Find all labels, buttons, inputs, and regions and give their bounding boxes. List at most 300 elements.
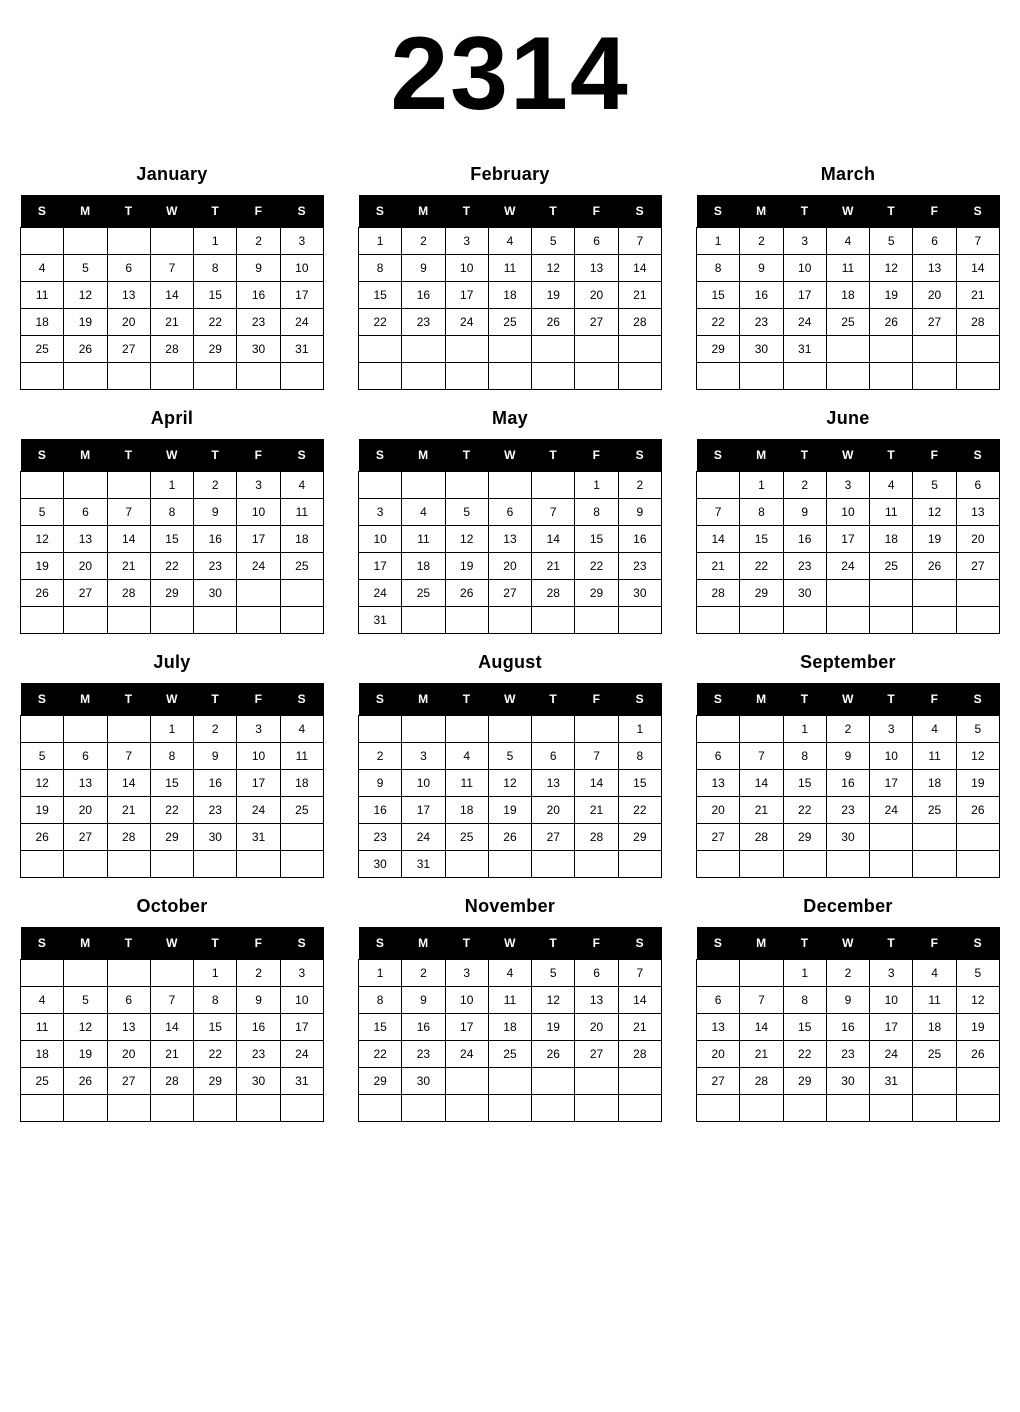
day-cell[interactable]: 10 — [237, 743, 280, 770]
day-cell[interactable]: 15 — [740, 526, 783, 553]
day-cell[interactable]: 24 — [445, 1041, 488, 1068]
day-cell[interactable]: 20 — [64, 797, 107, 824]
day-cell[interactable]: 7 — [107, 743, 150, 770]
day-cell[interactable]: 18 — [280, 770, 323, 797]
day-cell[interactable]: 25 — [913, 1041, 956, 1068]
day-cell[interactable]: 23 — [402, 309, 445, 336]
day-cell[interactable]: 13 — [64, 526, 107, 553]
day-cell[interactable]: 15 — [783, 770, 826, 797]
day-cell[interactable] — [870, 580, 913, 607]
day-cell[interactable]: 13 — [913, 255, 956, 282]
day-cell[interactable]: 21 — [150, 309, 193, 336]
day-cell[interactable]: 25 — [488, 1041, 531, 1068]
day-cell[interactable] — [575, 1095, 618, 1122]
day-cell[interactable] — [21, 1095, 64, 1122]
day-cell[interactable]: 30 — [194, 580, 237, 607]
day-cell[interactable]: 18 — [870, 526, 913, 553]
day-cell[interactable]: 26 — [956, 797, 999, 824]
day-cell[interactable]: 26 — [64, 336, 107, 363]
day-cell[interactable] — [532, 607, 575, 634]
day-cell[interactable] — [445, 363, 488, 390]
day-cell[interactable]: 14 — [956, 255, 999, 282]
day-cell[interactable]: 15 — [359, 1014, 402, 1041]
day-cell[interactable]: 17 — [237, 526, 280, 553]
day-cell[interactable]: 5 — [64, 255, 107, 282]
day-cell[interactable]: 16 — [826, 1014, 869, 1041]
day-cell[interactable]: 6 — [64, 743, 107, 770]
day-cell[interactable]: 27 — [913, 309, 956, 336]
day-cell[interactable]: 20 — [575, 1014, 618, 1041]
day-cell[interactable] — [64, 363, 107, 390]
day-cell[interactable]: 26 — [488, 824, 531, 851]
day-cell[interactable]: 28 — [107, 580, 150, 607]
day-cell[interactable]: 22 — [740, 553, 783, 580]
day-cell[interactable]: 5 — [488, 743, 531, 770]
day-cell[interactable]: 9 — [826, 987, 869, 1014]
day-cell[interactable] — [150, 960, 193, 987]
day-cell[interactable]: 1 — [697, 228, 740, 255]
day-cell[interactable]: 2 — [402, 228, 445, 255]
day-cell[interactable]: 30 — [783, 580, 826, 607]
day-cell[interactable]: 7 — [618, 960, 661, 987]
day-cell[interactable] — [532, 1068, 575, 1095]
day-cell[interactable] — [783, 363, 826, 390]
day-cell[interactable]: 6 — [575, 228, 618, 255]
day-cell[interactable] — [826, 1095, 869, 1122]
day-cell[interactable]: 19 — [21, 797, 64, 824]
day-cell[interactable]: 2 — [402, 960, 445, 987]
day-cell[interactable]: 21 — [618, 282, 661, 309]
day-cell[interactable]: 7 — [740, 987, 783, 1014]
day-cell[interactable]: 4 — [402, 499, 445, 526]
day-cell[interactable]: 14 — [532, 526, 575, 553]
day-cell[interactable]: 29 — [194, 336, 237, 363]
day-cell[interactable]: 17 — [280, 1014, 323, 1041]
day-cell[interactable]: 3 — [870, 716, 913, 743]
day-cell[interactable]: 6 — [64, 499, 107, 526]
day-cell[interactable] — [740, 363, 783, 390]
day-cell[interactable] — [194, 1095, 237, 1122]
day-cell[interactable] — [826, 580, 869, 607]
day-cell[interactable]: 28 — [618, 1041, 661, 1068]
day-cell[interactable]: 5 — [21, 499, 64, 526]
day-cell[interactable]: 9 — [237, 255, 280, 282]
day-cell[interactable] — [402, 363, 445, 390]
day-cell[interactable]: 30 — [359, 851, 402, 878]
day-cell[interactable] — [280, 607, 323, 634]
day-cell[interactable]: 13 — [488, 526, 531, 553]
day-cell[interactable] — [280, 851, 323, 878]
day-cell[interactable]: 4 — [913, 960, 956, 987]
day-cell[interactable]: 25 — [826, 309, 869, 336]
day-cell[interactable] — [575, 363, 618, 390]
day-cell[interactable]: 25 — [913, 797, 956, 824]
day-cell[interactable]: 6 — [107, 987, 150, 1014]
day-cell[interactable]: 11 — [488, 987, 531, 1014]
day-cell[interactable]: 23 — [359, 824, 402, 851]
day-cell[interactable]: 18 — [826, 282, 869, 309]
day-cell[interactable]: 30 — [194, 824, 237, 851]
day-cell[interactable]: 9 — [194, 499, 237, 526]
day-cell[interactable]: 15 — [618, 770, 661, 797]
day-cell[interactable]: 25 — [280, 797, 323, 824]
day-cell[interactable] — [359, 336, 402, 363]
day-cell[interactable] — [64, 607, 107, 634]
day-cell[interactable] — [575, 716, 618, 743]
day-cell[interactable]: 8 — [783, 743, 826, 770]
day-cell[interactable]: 12 — [870, 255, 913, 282]
day-cell[interactable]: 14 — [618, 255, 661, 282]
day-cell[interactable] — [402, 472, 445, 499]
day-cell[interactable]: 2 — [783, 472, 826, 499]
day-cell[interactable] — [826, 336, 869, 363]
day-cell[interactable]: 22 — [359, 309, 402, 336]
day-cell[interactable]: 30 — [618, 580, 661, 607]
day-cell[interactable]: 9 — [826, 743, 869, 770]
day-cell[interactable] — [532, 472, 575, 499]
day-cell[interactable] — [618, 851, 661, 878]
day-cell[interactable]: 17 — [445, 282, 488, 309]
day-cell[interactable]: 23 — [194, 553, 237, 580]
day-cell[interactable] — [488, 1068, 531, 1095]
day-cell[interactable] — [488, 363, 531, 390]
day-cell[interactable]: 12 — [532, 255, 575, 282]
day-cell[interactable] — [445, 472, 488, 499]
day-cell[interactable]: 30 — [826, 824, 869, 851]
day-cell[interactable] — [445, 336, 488, 363]
day-cell[interactable]: 11 — [913, 743, 956, 770]
day-cell[interactable]: 24 — [237, 797, 280, 824]
day-cell[interactable]: 12 — [21, 526, 64, 553]
day-cell[interactable] — [64, 472, 107, 499]
day-cell[interactable]: 20 — [697, 1041, 740, 1068]
day-cell[interactable]: 26 — [532, 1041, 575, 1068]
day-cell[interactable]: 10 — [280, 987, 323, 1014]
day-cell[interactable]: 1 — [194, 228, 237, 255]
day-cell[interactable] — [107, 472, 150, 499]
day-cell[interactable] — [21, 607, 64, 634]
day-cell[interactable]: 6 — [697, 987, 740, 1014]
day-cell[interactable]: 14 — [740, 1014, 783, 1041]
day-cell[interactable]: 23 — [237, 309, 280, 336]
day-cell[interactable] — [150, 607, 193, 634]
day-cell[interactable]: 21 — [150, 1041, 193, 1068]
day-cell[interactable]: 7 — [697, 499, 740, 526]
day-cell[interactable]: 19 — [488, 797, 531, 824]
day-cell[interactable]: 7 — [956, 228, 999, 255]
day-cell[interactable] — [21, 716, 64, 743]
day-cell[interactable]: 3 — [280, 960, 323, 987]
day-cell[interactable] — [532, 336, 575, 363]
day-cell[interactable]: 1 — [783, 960, 826, 987]
day-cell[interactable] — [107, 851, 150, 878]
day-cell[interactable] — [913, 363, 956, 390]
day-cell[interactable] — [402, 336, 445, 363]
day-cell[interactable]: 8 — [618, 743, 661, 770]
day-cell[interactable]: 28 — [575, 824, 618, 851]
day-cell[interactable]: 11 — [280, 499, 323, 526]
day-cell[interactable]: 4 — [21, 255, 64, 282]
day-cell[interactable] — [956, 607, 999, 634]
day-cell[interactable]: 1 — [618, 716, 661, 743]
day-cell[interactable]: 18 — [402, 553, 445, 580]
day-cell[interactable]: 18 — [913, 1014, 956, 1041]
day-cell[interactable]: 5 — [445, 499, 488, 526]
day-cell[interactable]: 25 — [21, 336, 64, 363]
day-cell[interactable] — [697, 607, 740, 634]
day-cell[interactable]: 2 — [237, 228, 280, 255]
day-cell[interactable]: 17 — [870, 770, 913, 797]
day-cell[interactable]: 29 — [697, 336, 740, 363]
day-cell[interactable]: 20 — [107, 309, 150, 336]
day-cell[interactable]: 23 — [194, 797, 237, 824]
day-cell[interactable]: 28 — [697, 580, 740, 607]
day-cell[interactable]: 31 — [870, 1068, 913, 1095]
day-cell[interactable]: 18 — [445, 797, 488, 824]
day-cell[interactable]: 20 — [64, 553, 107, 580]
day-cell[interactable]: 15 — [575, 526, 618, 553]
day-cell[interactable] — [913, 580, 956, 607]
day-cell[interactable]: 10 — [826, 499, 869, 526]
day-cell[interactable]: 4 — [280, 472, 323, 499]
day-cell[interactable] — [870, 363, 913, 390]
day-cell[interactable]: 8 — [194, 987, 237, 1014]
day-cell[interactable]: 13 — [697, 770, 740, 797]
day-cell[interactable] — [956, 1095, 999, 1122]
day-cell[interactable]: 19 — [445, 553, 488, 580]
day-cell[interactable]: 20 — [488, 553, 531, 580]
day-cell[interactable] — [402, 1095, 445, 1122]
day-cell[interactable] — [359, 472, 402, 499]
day-cell[interactable]: 2 — [194, 716, 237, 743]
day-cell[interactable]: 8 — [359, 255, 402, 282]
day-cell[interactable] — [107, 363, 150, 390]
day-cell[interactable]: 10 — [783, 255, 826, 282]
day-cell[interactable] — [194, 363, 237, 390]
day-cell[interactable] — [913, 824, 956, 851]
day-cell[interactable]: 10 — [870, 987, 913, 1014]
day-cell[interactable]: 5 — [956, 716, 999, 743]
day-cell[interactable]: 7 — [532, 499, 575, 526]
day-cell[interactable]: 27 — [697, 1068, 740, 1095]
day-cell[interactable]: 21 — [697, 553, 740, 580]
day-cell[interactable]: 26 — [913, 553, 956, 580]
day-cell[interactable]: 27 — [575, 309, 618, 336]
day-cell[interactable]: 29 — [783, 1068, 826, 1095]
day-cell[interactable]: 18 — [488, 282, 531, 309]
day-cell[interactable]: 12 — [956, 987, 999, 1014]
day-cell[interactable]: 11 — [870, 499, 913, 526]
day-cell[interactable]: 9 — [402, 987, 445, 1014]
day-cell[interactable]: 25 — [21, 1068, 64, 1095]
day-cell[interactable]: 12 — [21, 770, 64, 797]
day-cell[interactable]: 19 — [956, 770, 999, 797]
day-cell[interactable]: 4 — [488, 228, 531, 255]
day-cell[interactable]: 23 — [402, 1041, 445, 1068]
day-cell[interactable]: 14 — [740, 770, 783, 797]
day-cell[interactable]: 7 — [150, 255, 193, 282]
day-cell[interactable]: 31 — [280, 1068, 323, 1095]
day-cell[interactable]: 7 — [575, 743, 618, 770]
day-cell[interactable]: 24 — [402, 824, 445, 851]
day-cell[interactable]: 8 — [150, 743, 193, 770]
day-cell[interactable]: 20 — [956, 526, 999, 553]
day-cell[interactable]: 19 — [21, 553, 64, 580]
day-cell[interactable]: 27 — [64, 824, 107, 851]
day-cell[interactable]: 11 — [826, 255, 869, 282]
day-cell[interactable] — [21, 960, 64, 987]
day-cell[interactable]: 20 — [532, 797, 575, 824]
day-cell[interactable]: 9 — [194, 743, 237, 770]
day-cell[interactable]: 24 — [280, 309, 323, 336]
day-cell[interactable]: 26 — [956, 1041, 999, 1068]
day-cell[interactable]: 4 — [21, 987, 64, 1014]
day-cell[interactable]: 27 — [488, 580, 531, 607]
day-cell[interactable]: 24 — [826, 553, 869, 580]
day-cell[interactable]: 14 — [107, 526, 150, 553]
day-cell[interactable]: 16 — [783, 526, 826, 553]
day-cell[interactable] — [870, 336, 913, 363]
day-cell[interactable]: 27 — [956, 553, 999, 580]
day-cell[interactable]: 21 — [532, 553, 575, 580]
day-cell[interactable]: 28 — [740, 824, 783, 851]
day-cell[interactable]: 21 — [618, 1014, 661, 1041]
day-cell[interactable]: 6 — [488, 499, 531, 526]
day-cell[interactable] — [956, 1068, 999, 1095]
day-cell[interactable]: 27 — [107, 336, 150, 363]
day-cell[interactable]: 19 — [64, 1041, 107, 1068]
day-cell[interactable]: 11 — [445, 770, 488, 797]
day-cell[interactable]: 3 — [445, 228, 488, 255]
day-cell[interactable]: 20 — [575, 282, 618, 309]
day-cell[interactable]: 6 — [956, 472, 999, 499]
day-cell[interactable] — [740, 960, 783, 987]
day-cell[interactable]: 24 — [280, 1041, 323, 1068]
day-cell[interactable] — [783, 1095, 826, 1122]
day-cell[interactable]: 16 — [402, 282, 445, 309]
day-cell[interactable]: 27 — [697, 824, 740, 851]
day-cell[interactable]: 11 — [21, 1014, 64, 1041]
day-cell[interactable] — [237, 851, 280, 878]
day-cell[interactable]: 22 — [150, 797, 193, 824]
day-cell[interactable]: 22 — [359, 1041, 402, 1068]
day-cell[interactable]: 14 — [150, 1014, 193, 1041]
day-cell[interactable] — [913, 1068, 956, 1095]
day-cell[interactable]: 17 — [237, 770, 280, 797]
day-cell[interactable]: 17 — [402, 797, 445, 824]
day-cell[interactable]: 1 — [359, 228, 402, 255]
day-cell[interactable]: 9 — [783, 499, 826, 526]
day-cell[interactable]: 3 — [237, 716, 280, 743]
day-cell[interactable]: 29 — [783, 824, 826, 851]
day-cell[interactable] — [107, 960, 150, 987]
day-cell[interactable]: 19 — [64, 309, 107, 336]
day-cell[interactable]: 23 — [826, 797, 869, 824]
day-cell[interactable]: 26 — [445, 580, 488, 607]
day-cell[interactable]: 2 — [359, 743, 402, 770]
day-cell[interactable]: 8 — [740, 499, 783, 526]
day-cell[interactable]: 29 — [359, 1068, 402, 1095]
day-cell[interactable]: 19 — [870, 282, 913, 309]
day-cell[interactable]: 1 — [359, 960, 402, 987]
day-cell[interactable]: 3 — [237, 472, 280, 499]
day-cell[interactable] — [870, 824, 913, 851]
day-cell[interactable]: 25 — [280, 553, 323, 580]
day-cell[interactable] — [107, 228, 150, 255]
day-cell[interactable]: 19 — [956, 1014, 999, 1041]
day-cell[interactable] — [956, 580, 999, 607]
day-cell[interactable]: 2 — [194, 472, 237, 499]
day-cell[interactable] — [237, 1095, 280, 1122]
day-cell[interactable]: 17 — [359, 553, 402, 580]
day-cell[interactable]: 24 — [237, 553, 280, 580]
day-cell[interactable] — [826, 851, 869, 878]
day-cell[interactable]: 5 — [532, 960, 575, 987]
day-cell[interactable]: 29 — [575, 580, 618, 607]
day-cell[interactable] — [913, 607, 956, 634]
day-cell[interactable]: 2 — [618, 472, 661, 499]
day-cell[interactable]: 19 — [532, 1014, 575, 1041]
day-cell[interactable]: 10 — [445, 255, 488, 282]
day-cell[interactable]: 18 — [280, 526, 323, 553]
day-cell[interactable] — [359, 716, 402, 743]
day-cell[interactable]: 13 — [575, 255, 618, 282]
day-cell[interactable]: 28 — [618, 309, 661, 336]
day-cell[interactable]: 24 — [870, 1041, 913, 1068]
day-cell[interactable] — [237, 363, 280, 390]
day-cell[interactable]: 28 — [150, 1068, 193, 1095]
day-cell[interactable]: 21 — [575, 797, 618, 824]
day-cell[interactable]: 22 — [618, 797, 661, 824]
day-cell[interactable]: 17 — [870, 1014, 913, 1041]
day-cell[interactable] — [870, 607, 913, 634]
day-cell[interactable]: 22 — [150, 553, 193, 580]
day-cell[interactable] — [870, 1095, 913, 1122]
day-cell[interactable]: 11 — [280, 743, 323, 770]
day-cell[interactable]: 8 — [783, 987, 826, 1014]
day-cell[interactable] — [618, 336, 661, 363]
day-cell[interactable]: 23 — [783, 553, 826, 580]
day-cell[interactable]: 16 — [402, 1014, 445, 1041]
day-cell[interactable] — [150, 851, 193, 878]
day-cell[interactable]: 2 — [740, 228, 783, 255]
day-cell[interactable] — [826, 607, 869, 634]
day-cell[interactable]: 3 — [826, 472, 869, 499]
day-cell[interactable]: 24 — [783, 309, 826, 336]
day-cell[interactable]: 29 — [194, 1068, 237, 1095]
day-cell[interactable]: 26 — [21, 580, 64, 607]
day-cell[interactable]: 10 — [870, 743, 913, 770]
day-cell[interactable]: 21 — [956, 282, 999, 309]
day-cell[interactable] — [445, 851, 488, 878]
day-cell[interactable] — [194, 607, 237, 634]
day-cell[interactable]: 28 — [532, 580, 575, 607]
day-cell[interactable] — [956, 363, 999, 390]
day-cell[interactable]: 9 — [402, 255, 445, 282]
day-cell[interactable] — [21, 851, 64, 878]
day-cell[interactable]: 4 — [445, 743, 488, 770]
day-cell[interactable]: 10 — [402, 770, 445, 797]
day-cell[interactable]: 28 — [956, 309, 999, 336]
day-cell[interactable]: 28 — [740, 1068, 783, 1095]
day-cell[interactable]: 7 — [107, 499, 150, 526]
day-cell[interactable]: 24 — [445, 309, 488, 336]
day-cell[interactable]: 12 — [956, 743, 999, 770]
day-cell[interactable] — [64, 228, 107, 255]
day-cell[interactable] — [280, 824, 323, 851]
day-cell[interactable] — [488, 1095, 531, 1122]
day-cell[interactable]: 18 — [21, 309, 64, 336]
